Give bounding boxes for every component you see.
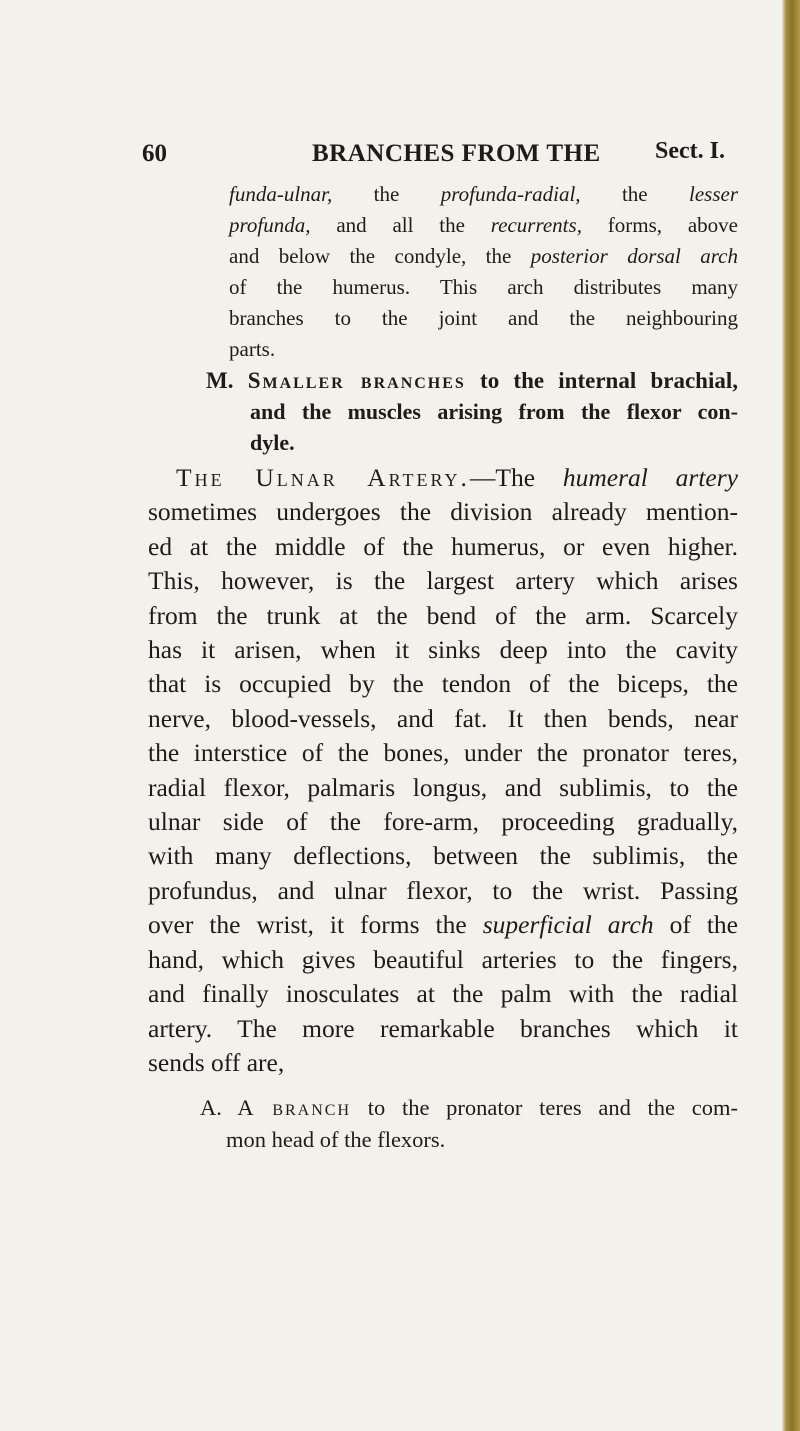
- small-caps-heading: branch: [253, 1095, 352, 1120]
- text-line: M. Smaller branches to the internal brachial,: [206, 368, 738, 393]
- text-line: sends off are,: [148, 1047, 285, 1077]
- text-line: artery. The more remarkable branches which it: [148, 1013, 738, 1043]
- text-line: and below the condyle, the posterior dorsal arch: [229, 244, 738, 268]
- text-line: sometimes undergoes the division already mention-: [148, 497, 738, 527]
- small-caps-heading: Smaller branches: [247, 368, 466, 393]
- page-header: [0, 132, 800, 172]
- text-line: has it arisen, when it sinks deep into the cavity: [148, 635, 738, 665]
- text-line: mon head of the flexors.: [226, 1127, 446, 1152]
- text-line: The Ulnar Artery.—The humeral artery: [176, 463, 738, 492]
- text-line: from the trunk at the bend of the arm. Scarcely: [148, 600, 738, 630]
- paragraph-smaller-branches: [206, 365, 738, 458]
- paragraph-branch-a: [200, 1092, 738, 1156]
- text-line: the interstice of the bones, under the pronator teres,: [148, 738, 738, 768]
- text-line: ulnar side of the fore-arm, proceeding gradually,: [148, 807, 738, 837]
- page-edge-gilt: [782, 0, 800, 1431]
- text-line: A. A branch to the pronator teres and the com-: [200, 1095, 738, 1120]
- text-line: This, however, is the largest artery which arises: [148, 566, 738, 596]
- text-line: and finally inosculates at the palm with the radial: [148, 979, 738, 1009]
- small-caps-heading: The Ulnar Artery.: [176, 463, 470, 492]
- running-head: BRANCHES FROM THE: [312, 140, 601, 167]
- paragraph-continuation: [229, 179, 738, 365]
- text-line: radial flexor, palmaris longus, and sublimis, to the: [148, 772, 738, 802]
- text-line: that is occupied by the tendon of the biceps, the: [148, 669, 738, 699]
- text-line: ed at the middle of the humerus, or even higher.: [148, 531, 738, 561]
- text-line: hand, which gives beautiful arteries to the fingers,: [148, 944, 738, 974]
- text-line: of the humerus. This arch distributes many: [229, 275, 738, 299]
- text-line: profunda, and all the recurrents, forms, above: [229, 213, 738, 237]
- section-label: Sect. I.: [655, 138, 725, 164]
- text-line: and the muscles arising from the flexor con-: [250, 399, 738, 424]
- text-line: over the wrist, it forms the superficial arch of the: [148, 910, 738, 940]
- text-line: dyle.: [250, 430, 295, 455]
- text-line: nerve, blood-vessels, and fat. It then bends, near: [148, 703, 738, 733]
- text-line: parts.: [229, 337, 276, 361]
- text-line: funda-ulnar, the profunda-radial, the lesser: [229, 182, 739, 206]
- paragraph-ulnar-artery: [148, 461, 738, 1080]
- text-line: profundus, and ulnar flexor, to the wrist. Passing: [148, 875, 738, 905]
- text-line: branches to the joint and the neighbouring: [229, 306, 738, 330]
- text-line: with many deflections, between the sublimis, the: [148, 841, 738, 871]
- page-number: 60: [142, 140, 167, 167]
